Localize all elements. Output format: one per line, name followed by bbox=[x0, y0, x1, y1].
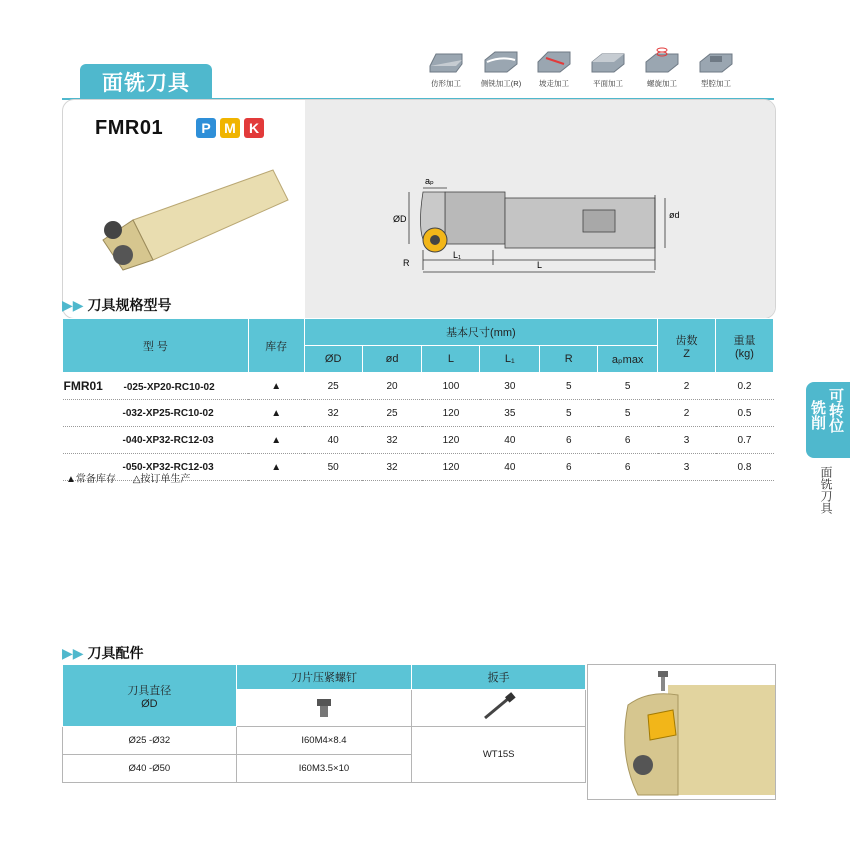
tool-image bbox=[83, 160, 293, 280]
tool-closeup-image bbox=[588, 665, 775, 799]
spec-section-title: ▶▶ 刀具规格型号 bbox=[62, 296, 172, 313]
col-L1: L₁ bbox=[480, 346, 540, 373]
svg-text:ød: ød bbox=[669, 210, 680, 220]
helical-icon bbox=[642, 46, 682, 76]
col-stock: 库存 bbox=[248, 319, 304, 373]
col-teeth: 齿数 Z bbox=[658, 319, 716, 373]
col-model: 型 号 bbox=[63, 319, 249, 373]
col-wrench: 扳手 bbox=[412, 665, 586, 690]
table-row: -040-XP32-RC12-03 ▲ 40 32 120 40 6 6 3 0.7 bbox=[63, 427, 774, 454]
ramping-icon bbox=[534, 46, 574, 76]
op-profiling: 仿形加工 bbox=[420, 46, 472, 89]
col-screw: 刀片压紧螺钉 bbox=[236, 665, 412, 690]
col-D: ØD bbox=[304, 346, 362, 373]
table-row: -032-XP25-RC10-02 ▲ 32 25 120 35 5 5 2 0.5 bbox=[63, 400, 774, 427]
material-m-badge: M bbox=[220, 118, 240, 138]
col-dims: 基本尺寸(mm) bbox=[304, 319, 657, 346]
pocketing-icon bbox=[696, 46, 736, 76]
op-helical: 螺旋加工 bbox=[636, 46, 688, 89]
op-pocketing: 型腔加工 bbox=[690, 46, 742, 89]
col-ap: aₚmax bbox=[598, 346, 658, 373]
double-arrow-icon: ▶▶ bbox=[62, 644, 84, 661]
svg-text:L: L bbox=[537, 260, 543, 270]
screw-image bbox=[236, 690, 412, 727]
category-side-tab: 可转位 铣削 bbox=[806, 382, 850, 458]
wrench-icon bbox=[479, 692, 519, 722]
svg-text:aₚ: aₚ bbox=[425, 176, 434, 186]
accessories-table bbox=[62, 664, 586, 783]
profiling-icon bbox=[426, 46, 466, 76]
col-L: L bbox=[422, 346, 480, 373]
table-row: Ø25 -Ø32 I60M4×8.4 WT15S bbox=[63, 727, 586, 755]
stock-legend: ▲常备库存 △按订单生产 bbox=[66, 474, 191, 485]
material-p-badge: P bbox=[196, 118, 216, 138]
side-milling-icon bbox=[481, 46, 521, 76]
svg-text:L₁: L₁ bbox=[453, 250, 462, 260]
col-R: R bbox=[540, 346, 598, 373]
table-row: -050-XP32-RC12-03 ▲ 50 32 120 40 6 6 3 0.8 bbox=[63, 454, 774, 481]
double-arrow-icon: ▶▶ bbox=[62, 296, 84, 313]
page-title: 面铣刀具 bbox=[80, 64, 212, 99]
col-weight: 重量 (kg) bbox=[716, 319, 774, 373]
svg-text:R: R bbox=[403, 258, 410, 268]
product-panel bbox=[62, 99, 776, 319]
wrench-image bbox=[412, 690, 586, 727]
accessories-section-title: ▶▶ 刀具配件 bbox=[62, 644, 144, 661]
svg-text:ØD: ØD bbox=[393, 214, 407, 224]
table-row: FMR01 -025-XP20-RC10-02 ▲ 25 20 100 30 5 5 2 0.2 bbox=[63, 373, 774, 400]
col-d: ød bbox=[362, 346, 422, 373]
model-code: FMR01 bbox=[95, 117, 164, 139]
technical-drawing bbox=[305, 100, 775, 318]
op-face-milling: 平面加工 bbox=[582, 46, 634, 89]
table-row: Ø40 -Ø50 I60M3.5×10 bbox=[63, 755, 586, 783]
material-k-badge: K bbox=[244, 118, 264, 138]
spec-table bbox=[62, 318, 774, 481]
col-diameter: 刀具直径 ØD bbox=[63, 665, 237, 727]
side-tab-subtitle: 面铣刀具 bbox=[819, 466, 833, 514]
op-ramping: 坡走加工 bbox=[528, 46, 580, 89]
face-milling-icon bbox=[588, 46, 628, 76]
drawing-area bbox=[305, 100, 775, 318]
accessory-photo bbox=[587, 664, 776, 800]
screw-icon bbox=[309, 695, 339, 719]
op-side-milling: 侧铣加工(R) bbox=[475, 46, 527, 89]
